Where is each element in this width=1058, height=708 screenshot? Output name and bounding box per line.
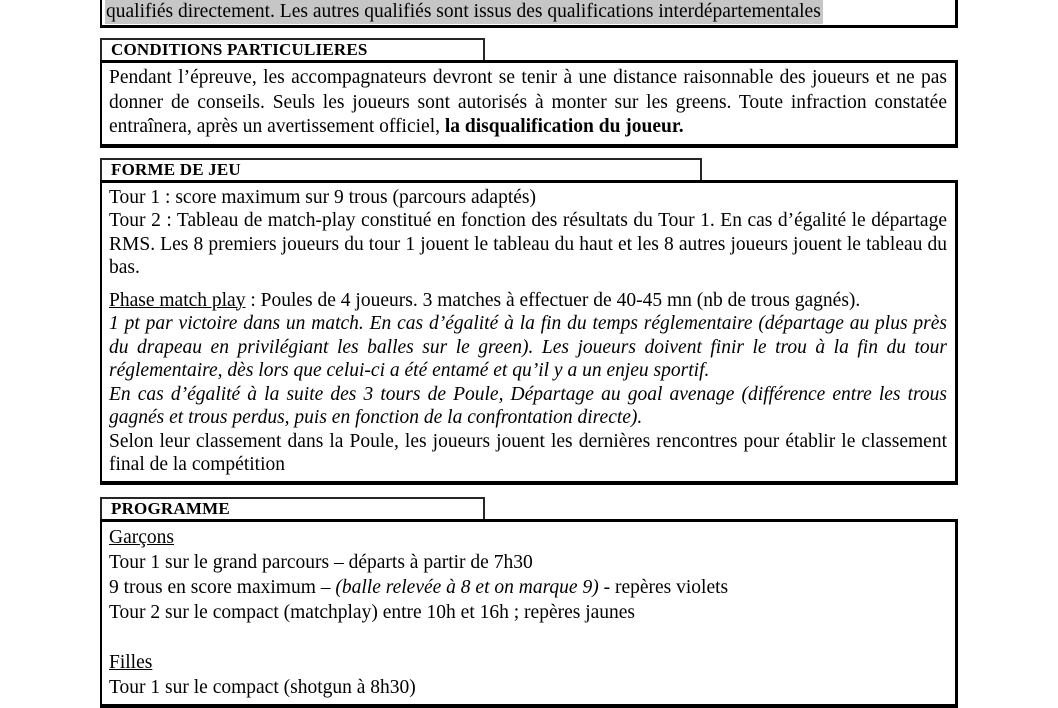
conditions-section-body: [100, 60, 958, 148]
programme-section-body: [100, 519, 958, 708]
conditions-paragraph: [109, 66, 947, 140]
qualification-note-box: [100, 0, 958, 28]
document-content-column: [100, 0, 958, 708]
filles-tour1-line: Tour 1 sur le compact (shotgun à 8h30): [109, 676, 416, 698]
programme-section-header: [100, 497, 485, 519]
qualification-note-text: qualifiés directement. Les autres qualifiés sont issus des qualifications interdépartementales: [106, 1, 821, 22]
phase-match-play-label: Phase match play: [109, 289, 246, 311]
conditions-section-header: [100, 38, 485, 60]
tiebreak-italic-paragraph: En cas d’égalité à la suite des 3 tours de Poule, Départage au goal avenage (différence entre les trous gagnés et trous perdus, puis en fonction de la confrontation directe).: [109, 383, 947, 428]
tour2-paragraph: Tour 2 : Tableau de match-play constitué en fonction des résultats du Tour 1. En cas d’égalité le départage RMS. Les 8 premiers joueurs du tour 1 jouent le tableau du haut et les 8 autres joueurs jouent le tableau du bas.: [109, 210, 947, 278]
conditions-paragraph-bold-text: la disqualification du joueur.: [444, 116, 684, 137]
closing-paragraph: Selon leur classement dans la Poule, les joueurs jouent les dernières rencontres pour établir le classement final de la compétition: [109, 430, 947, 475]
phase-match-play-line: [109, 289, 947, 313]
forme-de-jeu-section-title: FORME DE JEU: [111, 159, 241, 179]
tour1-line: Tour 1 : score maximum sur 9 trous (parcours adaptés): [109, 186, 536, 208]
section-forme-de-jeu: [100, 158, 958, 485]
match-rules-italic-paragraph: 1 pt par victoire dans un match. En cas d’égalité à la fin du temps réglementaire (départage au plus près du drapeau en privilégiant les balles sur le green). Les joueurs doivent finir le trou à la fin du tour réglementaire, dès lors que celui-ci a été entamé et qu’il y a un enjeu sportif.: [109, 313, 947, 381]
conditions-section-title: CONDITIONS PARTICULIERES: [111, 40, 368, 59]
conditions-paragraph-text: Pendant l’épreuve, les accompagnateurs devront se tenir à une distance raisonnable des joueurs et ne pas donner de conseils. Seuls les joueurs sont autorisés à monter sur les greens. Toute infraction constatée entraînera, après un avertissement officiel,: [109, 67, 947, 137]
garcons-score-line-pre: 9 trous en score maximum –: [109, 576, 336, 598]
filles-heading-text: Filles: [109, 651, 153, 673]
garcons-heading-text: Garçons: [109, 526, 174, 548]
programme-section-title: PROGRAMME: [111, 498, 230, 518]
garcons-score-line: [109, 575, 947, 600]
forme-de-jeu-section-header: [100, 158, 702, 180]
section-conditions-particulieres: [100, 38, 958, 148]
section-programme: [100, 497, 958, 708]
garcons-score-line-italic: (balle relevée à 8 et on marque 9): [335, 576, 599, 598]
phase-match-play-separator: :: [245, 289, 261, 311]
forme-de-jeu-section-body: [100, 180, 958, 485]
filles-heading: [109, 650, 947, 675]
garcons-score-line-post: - repères violets: [598, 576, 729, 598]
garcons-tour2-line: Tour 2 sur le compact (matchplay) entre 10h et 16h ; repères jaunes: [109, 601, 636, 623]
garcons-tour1-line: Tour 1 sur le grand parcours – départs à partir de 7h30: [109, 551, 533, 573]
phase-match-play-text: Poules de 4 joueurs. 3 matches à effectuer de 40-45 mn (nb de trous gagnés).: [260, 289, 861, 311]
garcons-heading: [109, 525, 947, 550]
